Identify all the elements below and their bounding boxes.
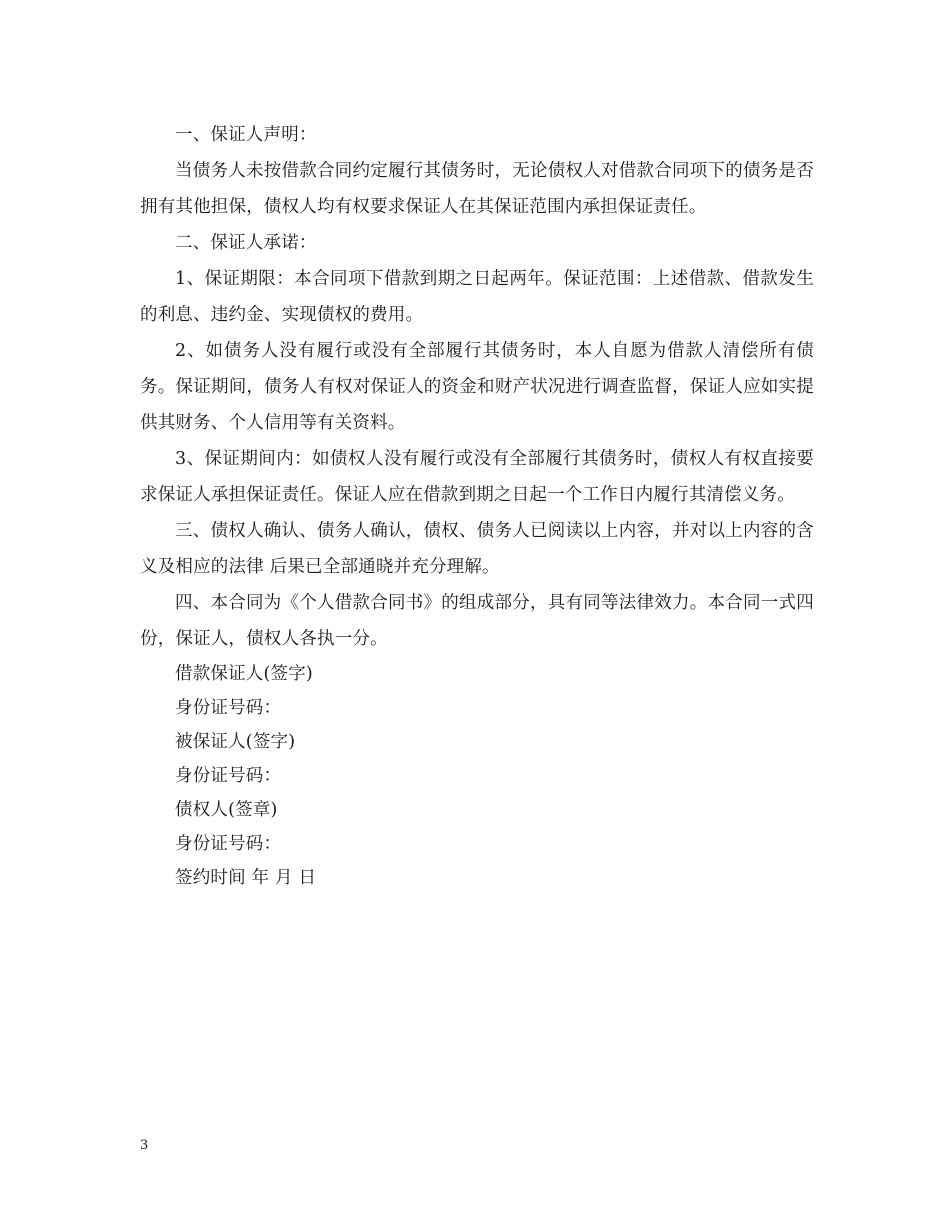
paragraph-confirmation: 三、债权人确认、债务人确认，债权、债务人已阅读以上内容，并对以上内容的含义及相应的法律 后果已全部通晓并充分理解。 xyxy=(140,521,814,577)
document-body xyxy=(140,117,814,895)
paragraph-guarantee-term: 1、保证期限：本合同项下借款到期之日起两年。保证范围：上述借款、借款发生的利息、违约金、实现债权的费用。 xyxy=(140,269,814,325)
paragraph-guarantor-statement: 当债务人未按借款合同约定履行其债务时，无论债权人对借款合同项下的债务是否拥有其他担保，债权人均有权要求保证人在其保证范围内承担保证责任。 xyxy=(140,161,814,217)
signing-date-line: 签约时间 年 月 日 xyxy=(175,868,317,888)
id-number-line-creditor: 身份证号码： xyxy=(175,834,282,854)
section-heading-guarantor-statement: 一、保证人声明： xyxy=(175,125,317,145)
paragraph-guarantee-period: 3、保证期间内：如债权人没有履行或没有全部履行其债务时，债权人有权直接要求保证人承担保证责任。保证人应在借款到期之日起一个工作日内履行其清偿义务。 xyxy=(140,449,814,505)
signature-block xyxy=(140,657,814,895)
id-number-line-guarantor: 身份证号码： xyxy=(175,698,282,718)
id-number-line-guaranteed: 身份证号码： xyxy=(175,766,282,786)
signature-line-guaranteed: 被保证人(签字) xyxy=(175,732,296,752)
paragraph-debt-repayment: 2、如债务人没有履行或没有全部履行其债务时，本人自愿为借款人清偿所有债务。保证期间，债务人有权对保证人的资金和财产状况进行调查监督，保证人应如实提供其财务、个人信用等有关资料。 xyxy=(140,341,814,433)
paragraph-contract-copies: 四、本合同为《个人借款合同书》的组成部分，具有同等法律效力。本合同一式四份，保证人，债权人各执一分。 xyxy=(140,593,814,649)
signature-line-guarantor: 借款保证人(签字) xyxy=(175,664,313,684)
page-number: 3 xyxy=(140,1138,149,1153)
signature-line-creditor: 债权人(签章) xyxy=(175,800,278,820)
section-heading-guarantor-commitment: 二、保证人承诺： xyxy=(175,233,317,253)
